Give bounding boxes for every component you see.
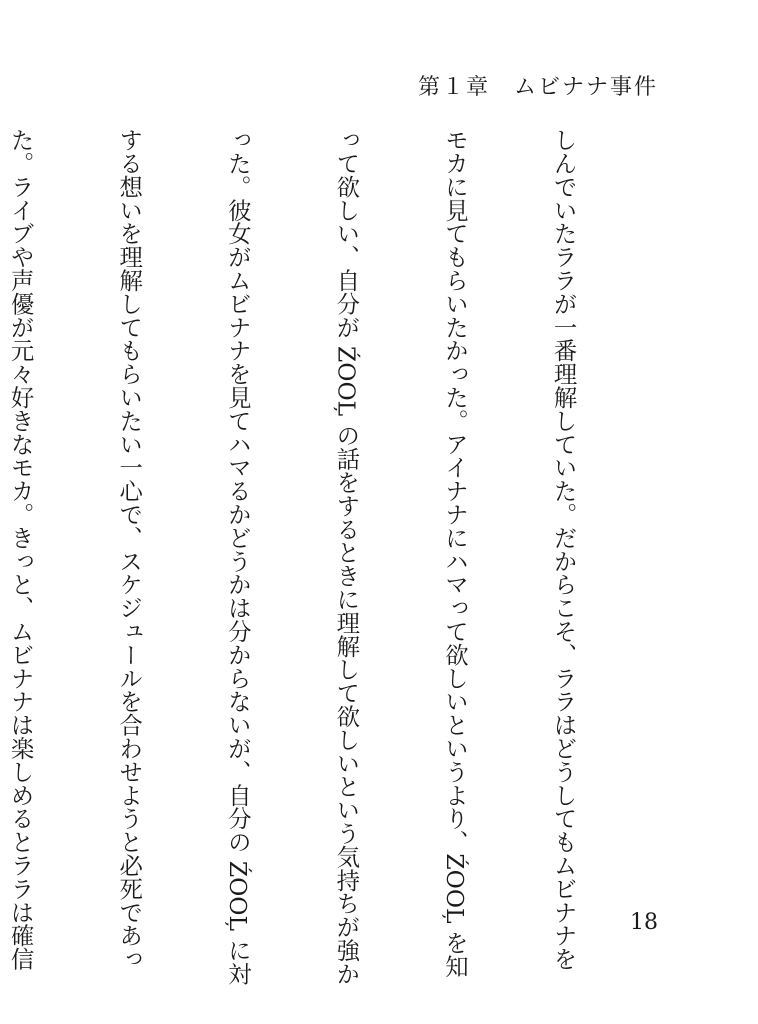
- text-line: しんでいたララが一番理解していた。だからこそ、ララはどうしてもムビナナを: [549, 128, 578, 971]
- page-number: 18: [630, 910, 658, 935]
- text-line: モカに見てもらいたかった。アイナナにハマって欲しいというより、ŹOOĻ を知: [440, 128, 469, 978]
- chapter-running-header: 第１章 ムビナナ事件: [417, 75, 658, 100]
- text-line: った。彼女がムビナナを見てハマるかどうかは分からないが、自分の ŹOOĻ に対: [223, 128, 252, 986]
- text-line: って欲しい、自分が ŹOOĻ の話をするときに理解して欲しいという気持ちが強か: [332, 128, 361, 986]
- text-line: た。ライブや声優が元々好きなモカ。きっと、ムビナナは楽しめるとララは確信: [6, 128, 35, 971]
- text-line: する想いを理解してもらいたい一心で、スケジュールを合わせようと必死であっ: [115, 128, 144, 971]
